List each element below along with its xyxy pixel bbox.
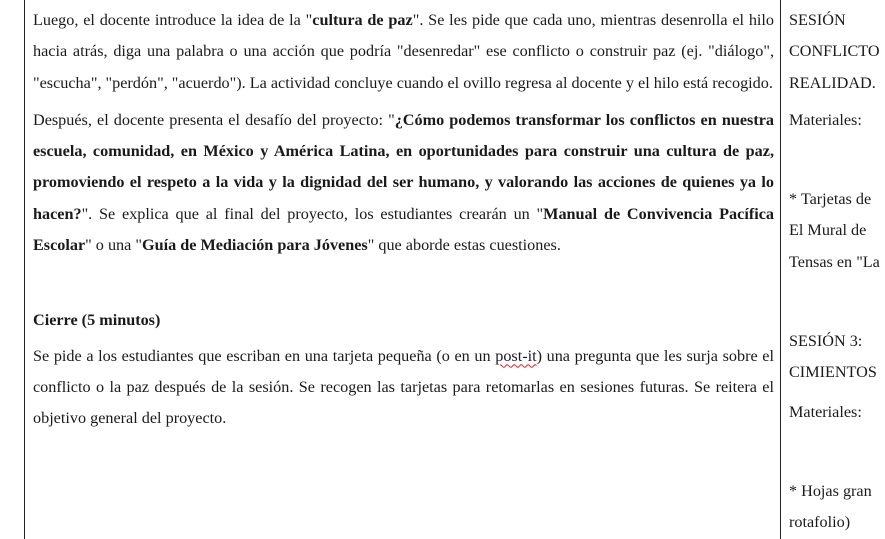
- side-materials-label: Materiales:: [789, 110, 862, 129]
- text-run: " o una ": [85, 236, 142, 255]
- text-run: Después, el docente presenta el desafío del proyecto: ": [33, 110, 395, 129]
- side-line: SESIÓN: [789, 11, 846, 29]
- bold-title: Manual de Convivencia Pacífica Escolar: [33, 204, 774, 255]
- paragraph-closing: [33, 341, 774, 435]
- paragraph-intro-peace: [33, 5, 774, 99]
- side-line: * Hojas gran: [789, 481, 872, 500]
- side-line: * Tarjetas de: [789, 190, 872, 209]
- bold-title: Guía de Mediación para Jóvenes: [141, 236, 368, 255]
- side-line: Tensas en "La: [789, 252, 880, 271]
- side-materials-label: Materiales:: [789, 402, 862, 421]
- text-run: Se pide a los estudiantes que escriban en una tarjeta pequeña (o en un: [33, 346, 496, 365]
- side-line: SESIÓN 3:: [789, 332, 863, 351]
- text-run: ". Se explica que al final del proyecto, los estudiantes crearán un ": [81, 204, 544, 223]
- side-line: CIMIENTOS: [789, 363, 877, 382]
- bold-term: cultura de paz: [312, 11, 413, 29]
- closing-heading: Cierre (5 minutos): [33, 311, 161, 330]
- side-line: rotafolio): [789, 513, 851, 532]
- text-run: ". Se les pide que cada uno, mientras desenrolla el hilo hacia atrás, diga una palabra o una acción que podría "desenredar" ese conflicto o construir paz (ej. "diálogo", "escucha", "perdón", "acuerdo"). La actividad concluye cuando el ovillo regresa al docente y el hilo está recogido.: [33, 11, 775, 92]
- bold-question: ¿Cómo podemos transformar los conflictos en nuestra escuela, comunidad, en México y América Latina, en oportunidades para construir una cultura de paz, promoviendo el respeto a la vida y la dignidad del ser humano, y valorando las acciones de quienes ya lo hacen?: [33, 110, 774, 223]
- main-column: [33, 5, 774, 441]
- side-line: REALIDAD.: [789, 73, 876, 92]
- side-column: [789, 5, 885, 539]
- text-run: " que aborde estas cuestiones.: [367, 236, 561, 255]
- text-run: Luego, el docente introduce la idea de la ": [33, 11, 313, 29]
- table-left-border: [24, 0, 25, 539]
- paragraph-project-challenge: [33, 105, 774, 261]
- table-column-divider: [780, 0, 781, 539]
- spellcheck-flagged-word[interactable]: post-it: [495, 346, 537, 365]
- text-run: ) una pregunta que les surja sobre el conflicto o la paz después de la sesión. Se recogen las tarjetas para retomarlas en sesiones futuras. Se reitera el objetivo general del proyecto.: [33, 346, 774, 428]
- side-line: El Mural de: [789, 221, 867, 240]
- side-line: CONFLICTO: [789, 42, 880, 61]
